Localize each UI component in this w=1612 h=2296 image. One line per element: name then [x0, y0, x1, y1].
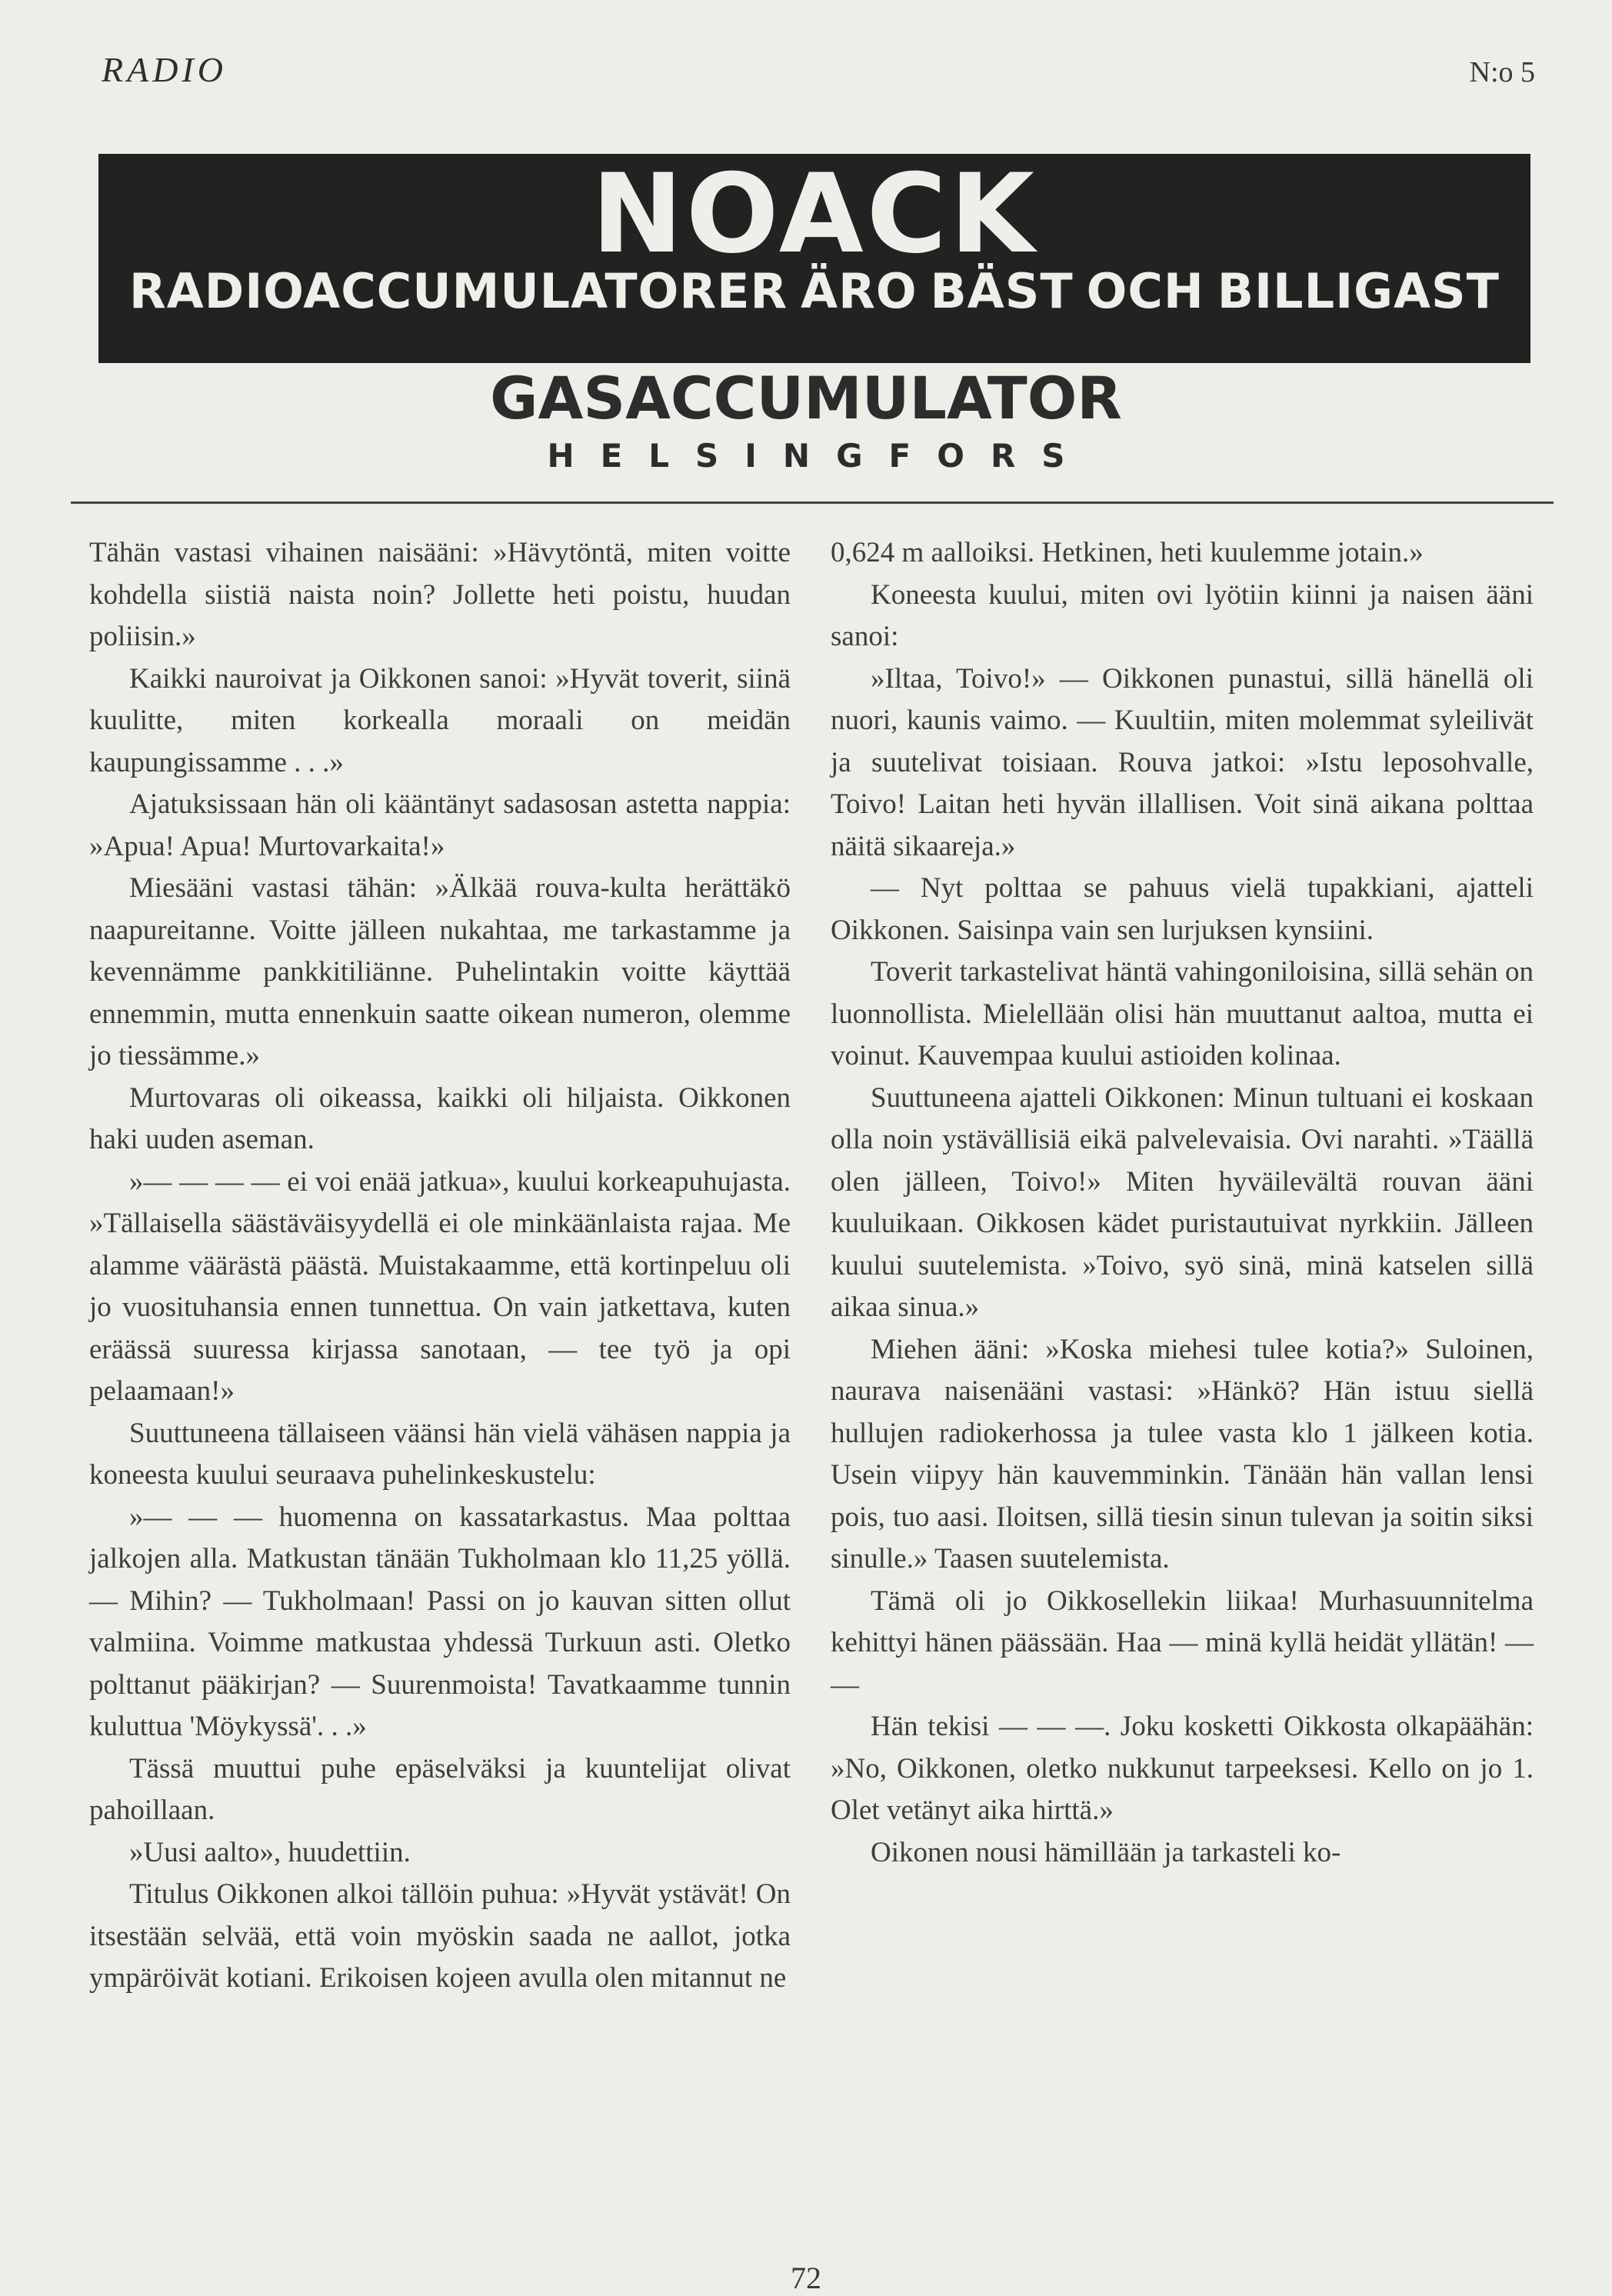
article-paragraph: Miesääni vastasi tähän: »Älkää rouva-kulta herättäkö naapureitanne. Voitte jälleen nukahtaa, me tarkastamme ja kevennämme pankkitiliänne. Puhelintakin voitte käyttää ennemmin, mutta ennenkuin saatte oikean numeron, olemme jo tiessämme.» — [89, 872, 791, 1071]
article-paragraph: »Uusi aalto», huudettiin. — [129, 1836, 411, 1868]
article-paragraph: Suuttuneena ajatteli Oikkonen: Minun tultuani ei koskaan olla noin ystävällisiä eikä palvelevaisia. Ovi narahti. »Täällä olen jälleen, Toivo!» Miten hyväilevältä rouvan ääni kuuluikaan. Oikkosen kädet puristautuivat nyrkkiin. Jälleen kuului suutelemista. »Toivo, syö sinä, minä katselen sillä aikaa sinua.» — [831, 1081, 1534, 1323]
page-number: 72 — [791, 2261, 821, 2295]
article-paragraph: Tämä oli jo Oikkosellekin liikaa! Murhasuunnitelma kehittyi hänen päässään. Haa — minä kyllä heidät yllätän! — — — [831, 1585, 1534, 1701]
article-paragraph: Titulus Oikkonen alkoi tällöin puhua: »Hyvät ystävät! On itsestään selvää, että voin myöskin saada ne aallot, jotka ympäröivät kotiani. Erikoisen kojeen avulla olen mitannut ne — [89, 1878, 791, 1994]
article-right-column — [831, 532, 1534, 1874]
article-paragraph: Miehen ääni: »Koska miehesi tulee kotia?» Suloinen, naurava naisenääni vastasi: »Hänkö? Hän istuu siellä hullujen radiokerhossa ja tulee vasta klo 1 jälkeen kotia. Usein viipyy hän kauvemminkin. Tänään hän vallan lensi pois, tuo aasi. Iloitsen, sillä tiesin sinun tulevan ja soitin siksi sinulle.» Taasen suutelemista. — [831, 1333, 1534, 1575]
article-paragraph: »Iltaa, Toivo!» — Oikkonen punastui, sillä hänellä oli nuori, kaunis vaimo. — Kuultiin, miten molemmat syleilivät ja suutelivat toisiaan. Rouva jatkoi: »Istu leposohvalle, Toivo! Laitan heti hyvän illallisen. Voit sinä aikana polttaa näitä sikaareja.» — [831, 662, 1534, 862]
article-paragraph: Murtovaras oli oikeassa, kaikki oli hiljaista. Oikkonen haki uuden aseman. — [89, 1081, 791, 1155]
ad-slogan-word: OCH — [1086, 263, 1204, 319]
advertisement-banner — [98, 151, 1530, 363]
article-paragraph: Suuttuneena tällaiseen väänsi hän vielä vähäsen nappia ja koneesta kuului seuraava puhelinkeskustelu: — [89, 1417, 791, 1491]
article-paragraph: Oikonen nousi hämillään ja tarkasteli ko- — [871, 1836, 1341, 1868]
ad-company-name: GASACCUMULATOR — [490, 364, 1122, 432]
article-paragraph: Ajatuksissaan hän oli kääntänyt sadasosan astetta nappia: »Apua! Apua! Murtovarkaita!» — [89, 788, 791, 862]
ad-slogan-word: BILLIGAST — [1217, 263, 1500, 319]
ad-slogan — [129, 263, 1500, 319]
article-paragraph: — Nyt polttaa se pahuus vielä tupakkiani, ajatteli Oikkonen. Saisinpa vain sen lurjuksen kynsiini. — [831, 872, 1534, 946]
article-paragraph: »— — — huomenna on kassatarkastus. Maa polttaa jalkojen alla. Matkustan tänään Tukholmaan klo 11,25 yöllä. — Mihin? — Tukholmaan! Passi on jo kauvan sitten ollut valmiina. Voimme matkustaa yhdessä Turkuun asti. Oletko polttanut pääkirjan? — Suurenmoista! Tavatkaamme tunnin kuluttua 'Möykyssä'. . .» — [89, 1501, 791, 1742]
ad-slogan-word: RADIOACCUMULATORER — [129, 263, 788, 319]
article-paragraph: Hän tekisi — — —. Joku kosketti Oikkosta olkapäähän: »No, Oikkonen, oletko nukkunut tarpeeksesi. Kello on jo 1. Olet vetänyt aika hirttä.» — [831, 1711, 1534, 1826]
article-paragraph: Koneesta kuului, miten ovi lyötiin kiinni ja naisen ääni sanoi: — [831, 578, 1534, 652]
article-left-column — [89, 532, 791, 2000]
ad-slogan-word: BÄST — [930, 263, 1074, 319]
section-divider — [71, 502, 1554, 504]
issue-number: N:o 5 — [1469, 56, 1535, 88]
article-paragraph: Tässä muuttui puhe epäselväksi ja kuuntelijat olivat pahoillaan. — [89, 1752, 791, 1826]
magazine-title: RADIO — [102, 50, 227, 89]
ad-brand-name: NOACK — [591, 151, 1037, 278]
article-paragraph: »— — — — ei voi enää jatkua», kuului korkeapuhujasta. »Tällaisella säästäväisyydellä ei ole minkäänlaista rajaa. Me alamme väärästä päästä. Muistakaamme, että kortinpeluu oli jo vuosituhansia ennen tunnettua. On vain jatkettava, kuten eräässä suuressa kirjassa sanotaan, — tee työ ja opi pelaamaan!» — [89, 1165, 791, 1407]
ad-slogan-word: ÄRO — [801, 263, 918, 319]
article-paragraph: Tähän vastasi vihainen naisääni: »Hävytöntä, miten voitte kohdella siistiä naista noin? Jollette heti poistu, huudan poliisin.» — [89, 537, 791, 652]
article-paragraph: Toverit tarkastelivat häntä vahingoniloisina, sillä sehän on luonnollista. Mielellään olisi hän muuttanut aaltoa, mutta ei voinut. Kauvempaa kuului astioiden kolinaa. — [831, 956, 1534, 1071]
article-paragraph: Kaikki nauroivat ja Oikkonen sanoi: »Hyvät toverit, siinä kuulitte, miten korkealla moraali on meidän kaupungissamme . . .» — [89, 662, 791, 778]
article-paragraph: 0,624 m aalloiksi. Hetkinen, heti kuulemme jotain.» — [831, 537, 1424, 568]
ad-city: HELSINGFORS — [547, 437, 1091, 475]
